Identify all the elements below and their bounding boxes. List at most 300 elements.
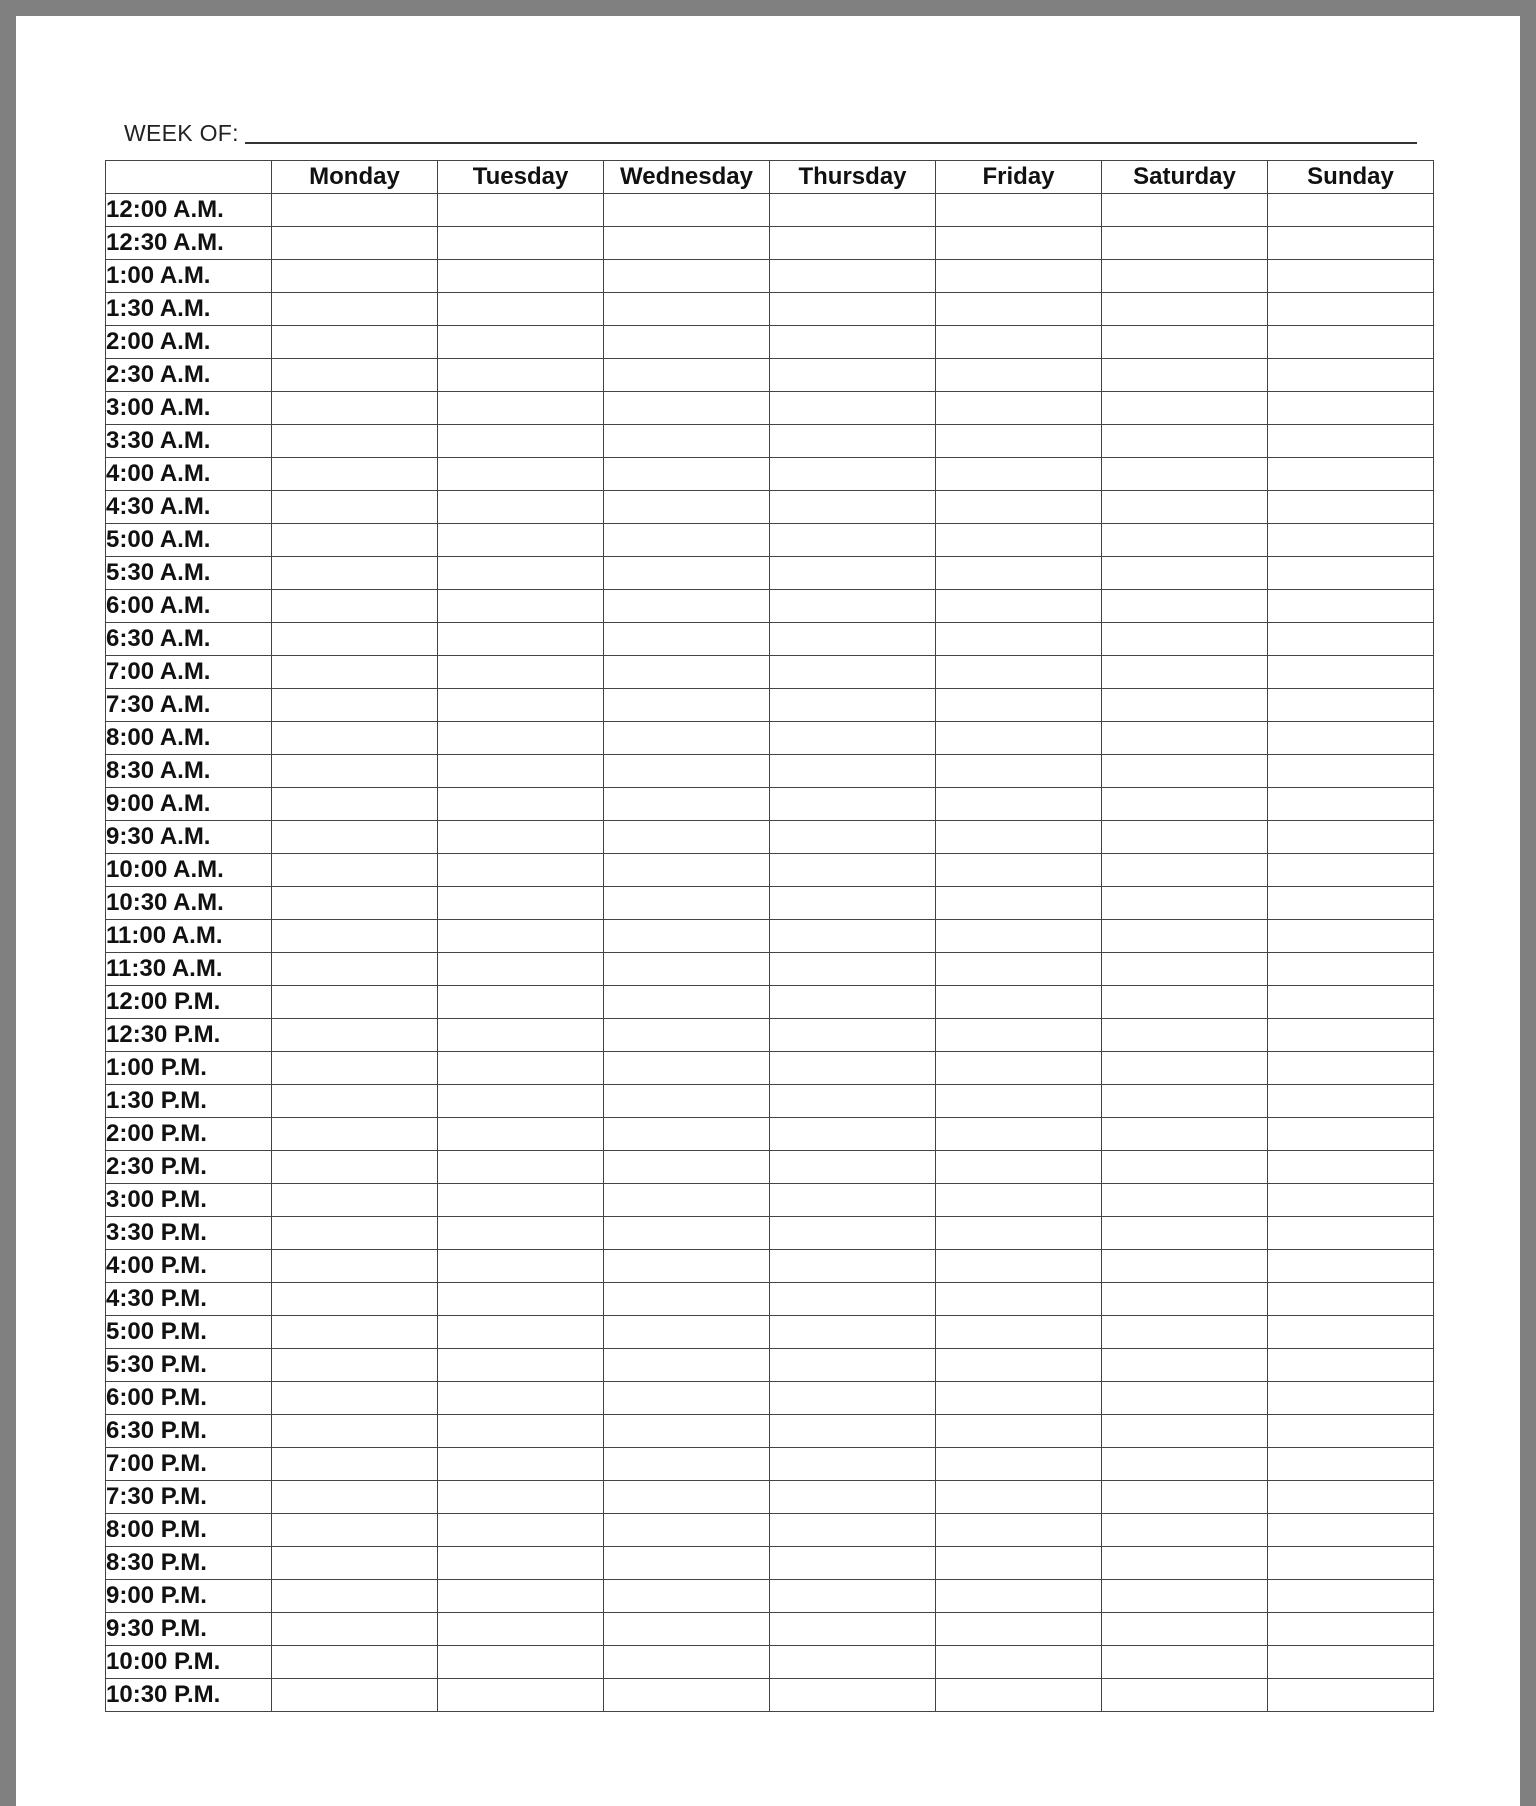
schedule-cell-monday[interactable] bbox=[272, 1217, 438, 1250]
schedule-cell-saturday[interactable] bbox=[1102, 1250, 1268, 1283]
schedule-cell-tuesday[interactable] bbox=[438, 1052, 604, 1085]
schedule-cell-sunday[interactable] bbox=[1268, 854, 1434, 887]
schedule-cell-sunday[interactable] bbox=[1268, 1118, 1434, 1151]
schedule-cell-tuesday[interactable] bbox=[438, 557, 604, 590]
schedule-cell-friday[interactable] bbox=[936, 1118, 1102, 1151]
schedule-cell-wednesday[interactable] bbox=[604, 1349, 770, 1382]
schedule-cell-sunday[interactable] bbox=[1268, 1646, 1434, 1679]
schedule-cell-wednesday[interactable] bbox=[604, 1613, 770, 1646]
schedule-cell-saturday[interactable] bbox=[1102, 1019, 1268, 1052]
schedule-cell-sunday[interactable] bbox=[1268, 920, 1434, 953]
schedule-cell-wednesday[interactable] bbox=[604, 1250, 770, 1283]
schedule-cell-tuesday[interactable] bbox=[438, 1217, 604, 1250]
schedule-cell-monday[interactable] bbox=[272, 1514, 438, 1547]
schedule-cell-monday[interactable] bbox=[272, 1679, 438, 1712]
schedule-cell-tuesday[interactable] bbox=[438, 194, 604, 227]
schedule-cell-friday[interactable] bbox=[936, 1283, 1102, 1316]
schedule-cell-monday[interactable] bbox=[272, 524, 438, 557]
schedule-cell-friday[interactable] bbox=[936, 1415, 1102, 1448]
schedule-cell-thursday[interactable] bbox=[770, 1415, 936, 1448]
schedule-cell-tuesday[interactable] bbox=[438, 656, 604, 689]
schedule-cell-monday[interactable] bbox=[272, 392, 438, 425]
schedule-cell-saturday[interactable] bbox=[1102, 590, 1268, 623]
schedule-cell-sunday[interactable] bbox=[1268, 953, 1434, 986]
schedule-cell-thursday[interactable] bbox=[770, 1679, 936, 1712]
schedule-cell-wednesday[interactable] bbox=[604, 458, 770, 491]
schedule-cell-monday[interactable] bbox=[272, 623, 438, 656]
schedule-cell-wednesday[interactable] bbox=[604, 1547, 770, 1580]
schedule-cell-thursday[interactable] bbox=[770, 854, 936, 887]
schedule-cell-thursday[interactable] bbox=[770, 1547, 936, 1580]
schedule-cell-friday[interactable] bbox=[936, 392, 1102, 425]
schedule-cell-thursday[interactable] bbox=[770, 1316, 936, 1349]
schedule-cell-saturday[interactable] bbox=[1102, 623, 1268, 656]
schedule-cell-friday[interactable] bbox=[936, 656, 1102, 689]
schedule-cell-monday[interactable] bbox=[272, 293, 438, 326]
schedule-cell-tuesday[interactable] bbox=[438, 1580, 604, 1613]
schedule-cell-monday[interactable] bbox=[272, 1382, 438, 1415]
schedule-cell-saturday[interactable] bbox=[1102, 326, 1268, 359]
schedule-cell-wednesday[interactable] bbox=[604, 590, 770, 623]
schedule-cell-saturday[interactable] bbox=[1102, 689, 1268, 722]
schedule-cell-wednesday[interactable] bbox=[604, 194, 770, 227]
schedule-cell-tuesday[interactable] bbox=[438, 1679, 604, 1712]
schedule-cell-sunday[interactable] bbox=[1268, 392, 1434, 425]
schedule-cell-tuesday[interactable] bbox=[438, 1184, 604, 1217]
schedule-cell-tuesday[interactable] bbox=[438, 623, 604, 656]
schedule-cell-sunday[interactable] bbox=[1268, 1514, 1434, 1547]
schedule-cell-tuesday[interactable] bbox=[438, 359, 604, 392]
schedule-cell-wednesday[interactable] bbox=[604, 623, 770, 656]
schedule-cell-saturday[interactable] bbox=[1102, 1448, 1268, 1481]
schedule-cell-saturday[interactable] bbox=[1102, 1382, 1268, 1415]
schedule-cell-saturday[interactable] bbox=[1102, 359, 1268, 392]
schedule-cell-thursday[interactable] bbox=[770, 1646, 936, 1679]
schedule-cell-friday[interactable] bbox=[936, 986, 1102, 1019]
schedule-cell-thursday[interactable] bbox=[770, 1019, 936, 1052]
schedule-cell-saturday[interactable] bbox=[1102, 293, 1268, 326]
schedule-cell-monday[interactable] bbox=[272, 1316, 438, 1349]
schedule-cell-tuesday[interactable] bbox=[438, 821, 604, 854]
schedule-cell-sunday[interactable] bbox=[1268, 458, 1434, 491]
schedule-cell-monday[interactable] bbox=[272, 458, 438, 491]
schedule-cell-monday[interactable] bbox=[272, 260, 438, 293]
schedule-cell-saturday[interactable] bbox=[1102, 953, 1268, 986]
schedule-cell-wednesday[interactable] bbox=[604, 1514, 770, 1547]
schedule-cell-saturday[interactable] bbox=[1102, 1613, 1268, 1646]
schedule-cell-wednesday[interactable] bbox=[604, 887, 770, 920]
schedule-cell-friday[interactable] bbox=[936, 425, 1102, 458]
schedule-cell-tuesday[interactable] bbox=[438, 326, 604, 359]
schedule-cell-tuesday[interactable] bbox=[438, 458, 604, 491]
schedule-cell-monday[interactable] bbox=[272, 986, 438, 1019]
schedule-cell-tuesday[interactable] bbox=[438, 1382, 604, 1415]
schedule-cell-monday[interactable] bbox=[272, 1250, 438, 1283]
schedule-cell-thursday[interactable] bbox=[770, 1580, 936, 1613]
schedule-cell-wednesday[interactable] bbox=[604, 557, 770, 590]
schedule-cell-thursday[interactable] bbox=[770, 425, 936, 458]
schedule-cell-sunday[interactable] bbox=[1268, 1613, 1434, 1646]
schedule-cell-saturday[interactable] bbox=[1102, 986, 1268, 1019]
schedule-cell-thursday[interactable] bbox=[770, 1283, 936, 1316]
schedule-cell-saturday[interactable] bbox=[1102, 1646, 1268, 1679]
schedule-cell-wednesday[interactable] bbox=[604, 1481, 770, 1514]
schedule-cell-tuesday[interactable] bbox=[438, 491, 604, 524]
schedule-cell-friday[interactable] bbox=[936, 293, 1102, 326]
schedule-cell-sunday[interactable] bbox=[1268, 491, 1434, 524]
schedule-cell-friday[interactable] bbox=[936, 1151, 1102, 1184]
schedule-cell-saturday[interactable] bbox=[1102, 392, 1268, 425]
schedule-cell-saturday[interactable] bbox=[1102, 788, 1268, 821]
schedule-cell-saturday[interactable] bbox=[1102, 755, 1268, 788]
schedule-cell-tuesday[interactable] bbox=[438, 953, 604, 986]
schedule-cell-wednesday[interactable] bbox=[604, 953, 770, 986]
schedule-cell-friday[interactable] bbox=[936, 1514, 1102, 1547]
schedule-cell-sunday[interactable] bbox=[1268, 1250, 1434, 1283]
schedule-cell-wednesday[interactable] bbox=[604, 491, 770, 524]
schedule-cell-monday[interactable] bbox=[272, 491, 438, 524]
schedule-cell-monday[interactable] bbox=[272, 1481, 438, 1514]
schedule-cell-sunday[interactable] bbox=[1268, 1481, 1434, 1514]
schedule-cell-sunday[interactable] bbox=[1268, 293, 1434, 326]
schedule-cell-thursday[interactable] bbox=[770, 821, 936, 854]
schedule-cell-sunday[interactable] bbox=[1268, 755, 1434, 788]
schedule-cell-sunday[interactable] bbox=[1268, 1316, 1434, 1349]
schedule-cell-sunday[interactable] bbox=[1268, 590, 1434, 623]
schedule-cell-friday[interactable] bbox=[936, 260, 1102, 293]
schedule-cell-saturday[interactable] bbox=[1102, 1118, 1268, 1151]
schedule-cell-friday[interactable] bbox=[936, 491, 1102, 524]
schedule-cell-wednesday[interactable] bbox=[604, 392, 770, 425]
schedule-cell-monday[interactable] bbox=[272, 557, 438, 590]
schedule-cell-wednesday[interactable] bbox=[604, 1085, 770, 1118]
schedule-cell-friday[interactable] bbox=[936, 1646, 1102, 1679]
schedule-cell-wednesday[interactable] bbox=[604, 1646, 770, 1679]
schedule-cell-monday[interactable] bbox=[272, 1019, 438, 1052]
schedule-cell-friday[interactable] bbox=[936, 194, 1102, 227]
schedule-cell-saturday[interactable] bbox=[1102, 491, 1268, 524]
schedule-cell-wednesday[interactable] bbox=[604, 1217, 770, 1250]
schedule-cell-tuesday[interactable] bbox=[438, 1613, 604, 1646]
schedule-cell-monday[interactable] bbox=[272, 1613, 438, 1646]
schedule-cell-saturday[interactable] bbox=[1102, 1316, 1268, 1349]
schedule-cell-thursday[interactable] bbox=[770, 194, 936, 227]
schedule-cell-sunday[interactable] bbox=[1268, 656, 1434, 689]
schedule-cell-thursday[interactable] bbox=[770, 557, 936, 590]
schedule-cell-tuesday[interactable] bbox=[438, 788, 604, 821]
schedule-cell-monday[interactable] bbox=[272, 227, 438, 260]
schedule-cell-friday[interactable] bbox=[936, 755, 1102, 788]
schedule-cell-tuesday[interactable] bbox=[438, 1316, 604, 1349]
schedule-cell-tuesday[interactable] bbox=[438, 986, 604, 1019]
schedule-cell-tuesday[interactable] bbox=[438, 689, 604, 722]
schedule-cell-saturday[interactable] bbox=[1102, 656, 1268, 689]
schedule-cell-thursday[interactable] bbox=[770, 260, 936, 293]
schedule-cell-thursday[interactable] bbox=[770, 1085, 936, 1118]
schedule-cell-thursday[interactable] bbox=[770, 1382, 936, 1415]
schedule-cell-wednesday[interactable] bbox=[604, 722, 770, 755]
week-of-blank-line[interactable] bbox=[245, 142, 1417, 144]
schedule-cell-friday[interactable] bbox=[936, 1349, 1102, 1382]
schedule-cell-tuesday[interactable] bbox=[438, 1019, 604, 1052]
schedule-cell-thursday[interactable] bbox=[770, 1052, 936, 1085]
schedule-cell-tuesday[interactable] bbox=[438, 1085, 604, 1118]
schedule-cell-friday[interactable] bbox=[936, 1547, 1102, 1580]
schedule-cell-thursday[interactable] bbox=[770, 920, 936, 953]
schedule-cell-tuesday[interactable] bbox=[438, 260, 604, 293]
schedule-cell-friday[interactable] bbox=[936, 1052, 1102, 1085]
schedule-cell-sunday[interactable] bbox=[1268, 1019, 1434, 1052]
schedule-cell-saturday[interactable] bbox=[1102, 425, 1268, 458]
schedule-cell-wednesday[interactable] bbox=[604, 986, 770, 1019]
schedule-cell-thursday[interactable] bbox=[770, 392, 936, 425]
schedule-cell-wednesday[interactable] bbox=[604, 1052, 770, 1085]
schedule-cell-monday[interactable] bbox=[272, 788, 438, 821]
schedule-cell-sunday[interactable] bbox=[1268, 1283, 1434, 1316]
schedule-cell-sunday[interactable] bbox=[1268, 359, 1434, 392]
schedule-cell-monday[interactable] bbox=[272, 953, 438, 986]
schedule-cell-thursday[interactable] bbox=[770, 623, 936, 656]
schedule-cell-sunday[interactable] bbox=[1268, 260, 1434, 293]
schedule-cell-friday[interactable] bbox=[936, 1382, 1102, 1415]
schedule-cell-sunday[interactable] bbox=[1268, 1085, 1434, 1118]
schedule-cell-wednesday[interactable] bbox=[604, 1382, 770, 1415]
schedule-cell-friday[interactable] bbox=[936, 1184, 1102, 1217]
schedule-cell-thursday[interactable] bbox=[770, 524, 936, 557]
schedule-cell-wednesday[interactable] bbox=[604, 1019, 770, 1052]
schedule-cell-friday[interactable] bbox=[936, 920, 1102, 953]
schedule-cell-sunday[interactable] bbox=[1268, 1679, 1434, 1712]
schedule-cell-sunday[interactable] bbox=[1268, 986, 1434, 1019]
schedule-cell-tuesday[interactable] bbox=[438, 1250, 604, 1283]
schedule-cell-thursday[interactable] bbox=[770, 1448, 936, 1481]
schedule-cell-friday[interactable] bbox=[936, 1448, 1102, 1481]
schedule-cell-friday[interactable] bbox=[936, 1316, 1102, 1349]
schedule-cell-monday[interactable] bbox=[272, 326, 438, 359]
schedule-cell-friday[interactable] bbox=[936, 821, 1102, 854]
schedule-cell-monday[interactable] bbox=[272, 359, 438, 392]
schedule-cell-sunday[interactable] bbox=[1268, 1580, 1434, 1613]
schedule-cell-monday[interactable] bbox=[272, 1085, 438, 1118]
schedule-cell-friday[interactable] bbox=[936, 359, 1102, 392]
schedule-cell-wednesday[interactable] bbox=[604, 326, 770, 359]
schedule-cell-saturday[interactable] bbox=[1102, 1151, 1268, 1184]
schedule-cell-friday[interactable] bbox=[936, 1085, 1102, 1118]
schedule-cell-monday[interactable] bbox=[272, 854, 438, 887]
schedule-cell-saturday[interactable] bbox=[1102, 887, 1268, 920]
schedule-cell-saturday[interactable] bbox=[1102, 1283, 1268, 1316]
schedule-cell-saturday[interactable] bbox=[1102, 1514, 1268, 1547]
schedule-cell-wednesday[interactable] bbox=[604, 920, 770, 953]
schedule-cell-saturday[interactable] bbox=[1102, 557, 1268, 590]
schedule-cell-friday[interactable] bbox=[936, 953, 1102, 986]
schedule-cell-thursday[interactable] bbox=[770, 755, 936, 788]
schedule-cell-friday[interactable] bbox=[936, 1019, 1102, 1052]
schedule-cell-wednesday[interactable] bbox=[604, 821, 770, 854]
schedule-cell-wednesday[interactable] bbox=[604, 1151, 770, 1184]
schedule-cell-tuesday[interactable] bbox=[438, 1646, 604, 1679]
schedule-cell-friday[interactable] bbox=[936, 854, 1102, 887]
schedule-cell-monday[interactable] bbox=[272, 1184, 438, 1217]
schedule-cell-monday[interactable] bbox=[272, 656, 438, 689]
schedule-cell-sunday[interactable] bbox=[1268, 1052, 1434, 1085]
schedule-cell-friday[interactable] bbox=[936, 788, 1102, 821]
schedule-cell-thursday[interactable] bbox=[770, 326, 936, 359]
schedule-cell-thursday[interactable] bbox=[770, 986, 936, 1019]
schedule-cell-saturday[interactable] bbox=[1102, 260, 1268, 293]
schedule-cell-wednesday[interactable] bbox=[604, 1184, 770, 1217]
schedule-cell-tuesday[interactable] bbox=[438, 854, 604, 887]
schedule-cell-saturday[interactable] bbox=[1102, 1052, 1268, 1085]
schedule-cell-wednesday[interactable] bbox=[604, 1580, 770, 1613]
schedule-cell-thursday[interactable] bbox=[770, 656, 936, 689]
schedule-cell-thursday[interactable] bbox=[770, 227, 936, 260]
schedule-cell-wednesday[interactable] bbox=[604, 854, 770, 887]
schedule-cell-sunday[interactable] bbox=[1268, 722, 1434, 755]
schedule-cell-sunday[interactable] bbox=[1268, 788, 1434, 821]
schedule-cell-thursday[interactable] bbox=[770, 722, 936, 755]
schedule-cell-saturday[interactable] bbox=[1102, 854, 1268, 887]
schedule-cell-thursday[interactable] bbox=[770, 788, 936, 821]
schedule-cell-tuesday[interactable] bbox=[438, 524, 604, 557]
schedule-cell-sunday[interactable] bbox=[1268, 227, 1434, 260]
schedule-cell-tuesday[interactable] bbox=[438, 755, 604, 788]
schedule-cell-saturday[interactable] bbox=[1102, 227, 1268, 260]
schedule-cell-monday[interactable] bbox=[272, 722, 438, 755]
schedule-cell-sunday[interactable] bbox=[1268, 1151, 1434, 1184]
schedule-cell-thursday[interactable] bbox=[770, 1217, 936, 1250]
schedule-cell-sunday[interactable] bbox=[1268, 425, 1434, 458]
schedule-cell-wednesday[interactable] bbox=[604, 1415, 770, 1448]
schedule-cell-thursday[interactable] bbox=[770, 458, 936, 491]
schedule-cell-monday[interactable] bbox=[272, 887, 438, 920]
schedule-cell-tuesday[interactable] bbox=[438, 1448, 604, 1481]
schedule-cell-thursday[interactable] bbox=[770, 689, 936, 722]
schedule-cell-tuesday[interactable] bbox=[438, 920, 604, 953]
schedule-cell-sunday[interactable] bbox=[1268, 1217, 1434, 1250]
schedule-cell-wednesday[interactable] bbox=[604, 260, 770, 293]
schedule-cell-saturday[interactable] bbox=[1102, 524, 1268, 557]
schedule-cell-friday[interactable] bbox=[936, 1250, 1102, 1283]
schedule-cell-friday[interactable] bbox=[936, 689, 1102, 722]
schedule-cell-sunday[interactable] bbox=[1268, 821, 1434, 854]
schedule-cell-wednesday[interactable] bbox=[604, 425, 770, 458]
schedule-cell-monday[interactable] bbox=[272, 821, 438, 854]
schedule-cell-thursday[interactable] bbox=[770, 1250, 936, 1283]
schedule-cell-saturday[interactable] bbox=[1102, 1481, 1268, 1514]
schedule-cell-friday[interactable] bbox=[936, 623, 1102, 656]
schedule-cell-monday[interactable] bbox=[272, 1052, 438, 1085]
schedule-cell-sunday[interactable] bbox=[1268, 623, 1434, 656]
schedule-cell-saturday[interactable] bbox=[1102, 1349, 1268, 1382]
schedule-cell-tuesday[interactable] bbox=[438, 1151, 604, 1184]
schedule-cell-tuesday[interactable] bbox=[438, 722, 604, 755]
schedule-cell-monday[interactable] bbox=[272, 1448, 438, 1481]
schedule-cell-thursday[interactable] bbox=[770, 590, 936, 623]
schedule-cell-wednesday[interactable] bbox=[604, 293, 770, 326]
schedule-cell-saturday[interactable] bbox=[1102, 1184, 1268, 1217]
schedule-cell-tuesday[interactable] bbox=[438, 293, 604, 326]
schedule-cell-saturday[interactable] bbox=[1102, 1217, 1268, 1250]
schedule-cell-thursday[interactable] bbox=[770, 1481, 936, 1514]
schedule-cell-saturday[interactable] bbox=[1102, 1580, 1268, 1613]
schedule-cell-monday[interactable] bbox=[272, 590, 438, 623]
schedule-cell-thursday[interactable] bbox=[770, 1118, 936, 1151]
schedule-cell-sunday[interactable] bbox=[1268, 557, 1434, 590]
schedule-cell-saturday[interactable] bbox=[1102, 1415, 1268, 1448]
schedule-cell-friday[interactable] bbox=[936, 1481, 1102, 1514]
schedule-cell-monday[interactable] bbox=[272, 1118, 438, 1151]
schedule-cell-monday[interactable] bbox=[272, 689, 438, 722]
schedule-cell-sunday[interactable] bbox=[1268, 194, 1434, 227]
schedule-cell-friday[interactable] bbox=[936, 326, 1102, 359]
schedule-cell-saturday[interactable] bbox=[1102, 1085, 1268, 1118]
schedule-cell-thursday[interactable] bbox=[770, 491, 936, 524]
schedule-cell-friday[interactable] bbox=[936, 557, 1102, 590]
schedule-cell-wednesday[interactable] bbox=[604, 689, 770, 722]
schedule-cell-saturday[interactable] bbox=[1102, 920, 1268, 953]
schedule-cell-saturday[interactable] bbox=[1102, 1679, 1268, 1712]
schedule-cell-friday[interactable] bbox=[936, 722, 1102, 755]
schedule-cell-saturday[interactable] bbox=[1102, 722, 1268, 755]
schedule-cell-sunday[interactable] bbox=[1268, 1547, 1434, 1580]
schedule-cell-tuesday[interactable] bbox=[438, 1118, 604, 1151]
schedule-cell-monday[interactable] bbox=[272, 194, 438, 227]
schedule-cell-monday[interactable] bbox=[272, 1349, 438, 1382]
schedule-cell-friday[interactable] bbox=[936, 1679, 1102, 1712]
schedule-cell-friday[interactable] bbox=[936, 590, 1102, 623]
schedule-cell-monday[interactable] bbox=[272, 755, 438, 788]
schedule-cell-wednesday[interactable] bbox=[604, 656, 770, 689]
schedule-cell-wednesday[interactable] bbox=[604, 755, 770, 788]
schedule-cell-tuesday[interactable] bbox=[438, 1514, 604, 1547]
schedule-cell-tuesday[interactable] bbox=[438, 1415, 604, 1448]
schedule-cell-friday[interactable] bbox=[936, 227, 1102, 260]
schedule-cell-friday[interactable] bbox=[936, 1580, 1102, 1613]
schedule-cell-wednesday[interactable] bbox=[604, 1316, 770, 1349]
schedule-cell-friday[interactable] bbox=[936, 887, 1102, 920]
schedule-cell-thursday[interactable] bbox=[770, 953, 936, 986]
schedule-cell-thursday[interactable] bbox=[770, 293, 936, 326]
schedule-cell-monday[interactable] bbox=[272, 1151, 438, 1184]
schedule-cell-saturday[interactable] bbox=[1102, 821, 1268, 854]
schedule-cell-thursday[interactable] bbox=[770, 887, 936, 920]
schedule-cell-thursday[interactable] bbox=[770, 359, 936, 392]
schedule-cell-monday[interactable] bbox=[272, 1415, 438, 1448]
schedule-cell-thursday[interactable] bbox=[770, 1514, 936, 1547]
schedule-cell-tuesday[interactable] bbox=[438, 1283, 604, 1316]
schedule-cell-sunday[interactable] bbox=[1268, 689, 1434, 722]
schedule-cell-friday[interactable] bbox=[936, 458, 1102, 491]
schedule-cell-wednesday[interactable] bbox=[604, 227, 770, 260]
schedule-cell-tuesday[interactable] bbox=[438, 425, 604, 458]
schedule-cell-sunday[interactable] bbox=[1268, 1415, 1434, 1448]
schedule-cell-tuesday[interactable] bbox=[438, 392, 604, 425]
schedule-cell-monday[interactable] bbox=[272, 920, 438, 953]
schedule-cell-saturday[interactable] bbox=[1102, 1547, 1268, 1580]
schedule-cell-wednesday[interactable] bbox=[604, 359, 770, 392]
schedule-cell-sunday[interactable] bbox=[1268, 1448, 1434, 1481]
schedule-cell-tuesday[interactable] bbox=[438, 1547, 604, 1580]
schedule-cell-monday[interactable] bbox=[272, 1646, 438, 1679]
schedule-cell-wednesday[interactable] bbox=[604, 524, 770, 557]
schedule-cell-saturday[interactable] bbox=[1102, 194, 1268, 227]
schedule-cell-tuesday[interactable] bbox=[438, 1481, 604, 1514]
schedule-cell-wednesday[interactable] bbox=[604, 1118, 770, 1151]
schedule-cell-wednesday[interactable] bbox=[604, 1283, 770, 1316]
schedule-cell-friday[interactable] bbox=[936, 1217, 1102, 1250]
schedule-cell-wednesday[interactable] bbox=[604, 1448, 770, 1481]
